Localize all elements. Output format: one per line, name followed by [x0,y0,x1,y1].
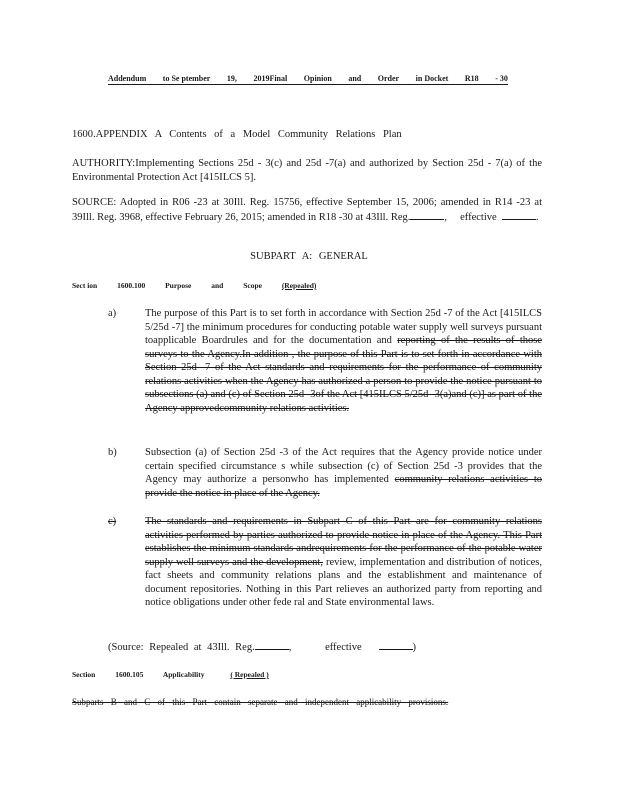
source-note-effective: effective [325,642,362,653]
section-105-word1: Applicability [162,670,205,679]
source-note-reg-blank [255,640,289,650]
header-part: in Docket [415,74,449,83]
source-note-effective-blank [379,640,413,650]
item-a-label: a) [108,308,117,319]
section-100-word3: Scope [243,281,262,290]
item-a-plain: The purpose of this Part is to set forth in accordance with Section 25d -7 of the Act [415ILCS 5/25d -7] the minimum procedures for conducting potable water supply well surveys pursuant toapplicable Boardrules and for the documentation and [145,308,542,346]
item-c-plain: review, implementation and distribution of notices, fact sheets and community relations plans and the establishment and maintenance of document repositories. Nothing in this Part relieves an authorized party from reporting and notice obligations under other fede ral and State environmental laws. [145,556,543,608]
item-b [108,446,542,500]
closing-struck-text: Subparts B and C of this Part contain separate and independent applicability provisions. [72,697,449,707]
source-note-prefix: (Source: Repealed at 43Ill. Reg. [108,642,255,653]
header-part: and [348,74,362,83]
header-part: Order [377,74,400,83]
header-part: R18 [464,74,479,83]
header-part: 2019Final [253,74,288,83]
item-a [108,307,542,415]
header-part: Addendum [108,74,147,83]
item-a-struck: reporting of the results of those surveys to the Agency.In addition , the purpose of this Part is to set forth in accordance with Section 25d -7 of the Act standards and requirements for the performance of community relations activities when the Agency has authorized a person to provide the notice pursuant to subsections (a) and (c) of Section 25d -3of the Act [415ILCS 5/25d -3(a)and (c)] as part of the Agency approvedcommunity relations activities. [145,335,542,414]
header-part: to Se ptember [162,74,211,83]
item-c-label: c) [108,516,117,527]
authority-paragraph: AUTHORITY:Implementing Sections 25d - 3(c) and 25d -7(a) and authorized by Section 25d - 7(a) of the Environmental Protection Act [415ILCS 5]. [72,158,542,183]
section-100-heading [72,281,334,290]
item-a-text [145,307,542,415]
appendix-title: 1600.APPENDIX A Contents of a Model Community Relations Plan [72,129,402,140]
section-100-code: 1600.100 [117,281,146,290]
header-part: - 30 [495,74,508,83]
item-c-text [145,515,542,610]
header-part: Opinion [303,74,332,83]
reg-label: Reg. [390,211,411,223]
section-105-repealed: ( Repealed ) [230,670,269,679]
section-100-word1: Purpose [165,281,192,290]
item-b-struck: community relations activities to provide the notice in place of the Agency. [145,474,543,499]
item-b-label: b) [108,447,117,458]
section-105-number: Section [72,670,96,679]
effective-label: effective [460,211,497,223]
section-100-number: Sect ion [72,281,98,290]
source-note: (Source: Repealed at 43Ill. Reg. , effective ) [108,642,416,653]
effective-blank [502,210,536,220]
source-paragraph: SOURCE: Adopted in R06 -23 at 30Ill. Reg. 15756, effective September 15, 2006; amended in R14 -23 at 39Ill. Reg. 3968, effective February 26, 2015; amended in R18 -30 at 43Ill. Reg. , effective . [72,197,542,223]
header-part: 19, [226,74,237,83]
page-header [108,74,508,85]
item-c-struck: The standards and requirements in Subpart C of this Part are for community relations activities performed by parties authorized to provide notice in place of the Agency. This Part establishes the minimum standards andrequirements for the performance of the potable water supply well surveys and the development, [145,516,542,568]
item-c [108,515,542,610]
section-100-repealed: (Repealed) [281,281,317,290]
item-b-plain: Subsection (a) of Section 25d -3 of the Act requires that the Agency provide notice under certain specified circumstance s while subsection (c) of Section 25d -3 provides that the Agency may authorize a personwho has implemented [145,447,542,485]
section-105-code: 1600.105 [115,670,144,679]
item-b-text [145,446,542,500]
section-100-word2: and [211,281,224,290]
section-105-heading [72,670,287,679]
subpart-heading: SUBPART A: GENERAL [250,251,368,262]
source-text: SOURCE: Adopted in R06 -23 at 30Ill. Reg. 15756, effective September 15, 2006; amended in R14 -23 at 39Ill. Reg. 3968, effective February 26, 2015; amended in R18 -30 at 43Ill. [72,197,542,223]
reg-blank [410,210,444,220]
source-note-suffix: ) [412,642,416,653]
